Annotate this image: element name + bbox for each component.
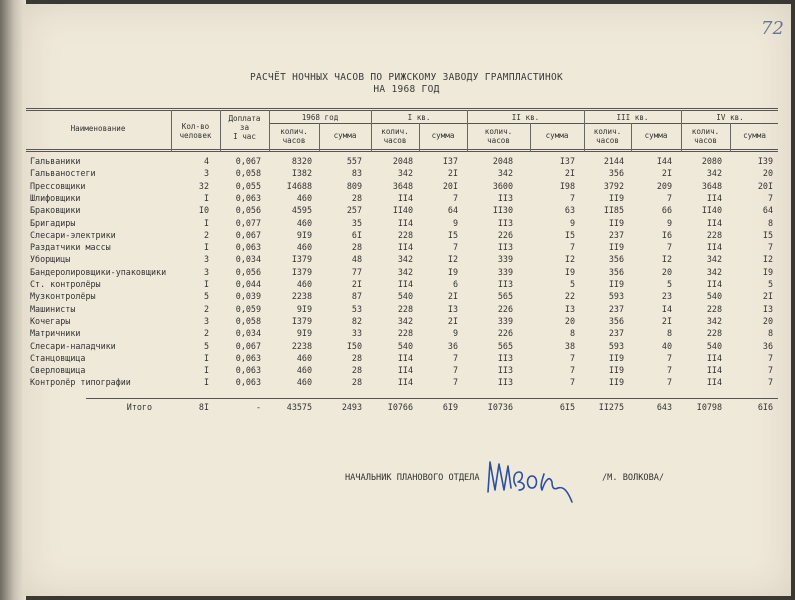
cell-sum-q2: I5: [564, 229, 575, 240]
cell-hours-q1: 3648: [392, 180, 413, 191]
cell-hours-q4: 342: [706, 168, 722, 179]
cell-sum-q1: I5: [447, 229, 458, 240]
cell-sum-year: 809: [346, 180, 362, 191]
cell-count: 2: [203, 328, 209, 339]
cell-hours-year: I4688: [286, 180, 312, 191]
cell-name: Ст. контролёры: [30, 279, 101, 289]
cell-sum-year: 87: [351, 291, 362, 302]
cell-hours-q1: 342: [397, 168, 413, 179]
cell-sum-year: 33: [351, 328, 362, 339]
header-pay-line1: Доплата: [228, 114, 261, 123]
cell-rate: 0,063: [235, 365, 261, 376]
cell-sum-year: 77: [351, 266, 362, 277]
cell-hours-q4: II4: [706, 192, 722, 203]
cell-sum-q2: 7: [569, 192, 575, 203]
cell-hours-q4: 3648: [701, 180, 722, 191]
cell-sum-q2: 7: [569, 352, 575, 363]
cell-sum-q2: 2I: [564, 168, 575, 179]
cell-sum-q1: 2I: [447, 315, 458, 326]
cell-sum-q3: I2: [661, 254, 672, 265]
cell-sum-q1: 6: [452, 279, 458, 289]
total-cell-sum-q2: 6I5: [559, 402, 575, 412]
cell-count: 3: [203, 168, 209, 179]
cell-rate: 0,063: [235, 192, 261, 203]
cell-hours-q3: 593: [608, 291, 624, 302]
cell-hours-q2: II3: [497, 377, 513, 388]
cell-sum-q3: I44: [656, 156, 672, 166]
cell-hours-year: 9I9: [296, 229, 312, 240]
header-count-line1: Кол-во: [181, 122, 210, 131]
signatory-name: /М. ВОЛКОВА/: [602, 473, 665, 483]
cell-sum-q4: 7: [767, 242, 773, 253]
document-page: [22, 4, 791, 596]
cell-hours-q1: II4: [397, 242, 413, 253]
cell-sum-year: 28: [351, 192, 362, 203]
cell-sum-q1: I3: [447, 303, 458, 314]
cell-hours-q2: II3: [497, 352, 513, 363]
header-hours-q3-2: часов: [596, 136, 619, 145]
cell-name: Бригадиры: [30, 217, 76, 228]
header-name: Наименование: [70, 124, 126, 133]
cell-rate: 0,067: [235, 340, 261, 351]
cell-hours-q1: 342: [397, 315, 413, 326]
cell-name: Браковщики: [30, 205, 81, 216]
cell-hours-q2: II3: [497, 217, 513, 228]
cell-rate: 0,034: [235, 254, 261, 265]
cell-hours-q1: II4: [397, 279, 413, 289]
cell-hours-q3: 237: [608, 229, 624, 240]
cell-rate: 0,039: [235, 291, 261, 302]
cell-rate: 0,056: [235, 266, 261, 277]
cell-hours-q1: 228: [397, 328, 413, 339]
cell-sum-q3: 23: [661, 291, 672, 302]
cell-count: 3: [203, 254, 209, 265]
cell-hours-q1: 2048: [392, 156, 413, 166]
header-q4: IV кв.: [716, 113, 744, 122]
cell-hours-q2: 565: [497, 291, 513, 302]
cell-hours-q1: II4: [397, 192, 413, 203]
cell-sum-q1: 2I: [447, 291, 458, 302]
header-hours-q2: колич.: [484, 127, 513, 136]
total-cell-sum-q3: 643: [656, 402, 672, 412]
cell-hours-q3: II9: [608, 279, 624, 289]
total-label: Итого: [126, 402, 152, 412]
cell-hours-q1: 342: [397, 266, 413, 277]
cell-hours-year: 460: [296, 279, 312, 289]
cell-sum-q1: 7: [452, 377, 458, 388]
cell-hours-q3: 2144: [603, 156, 624, 166]
cell-hours-q3: II9: [608, 217, 624, 228]
cell-sum-q4: I3: [762, 303, 773, 314]
header-q2: II кв.: [511, 113, 540, 122]
cell-sum-year: 28: [351, 242, 362, 253]
total-cell-sum-q4: 6I6: [757, 402, 773, 412]
cell-sum-year: 35: [351, 217, 362, 228]
cell-hours-q4: 342: [706, 315, 722, 326]
cell-rate: 0,067: [235, 156, 261, 166]
cell-sum-q2: 9: [569, 217, 575, 228]
cell-hours-q3: 356: [608, 254, 624, 265]
cell-rate: 0,034: [235, 328, 261, 339]
cell-hours-q4: 540: [706, 291, 722, 302]
cell-sum-q4: 5: [767, 279, 773, 289]
cell-hours-q1: 228: [397, 303, 413, 314]
cell-sum-q4: 2I: [762, 291, 773, 302]
total-cell-hours-q3: II275: [598, 402, 624, 412]
cell-hours-year: I379: [291, 254, 312, 265]
cell-rate: 0,044: [235, 279, 261, 289]
cell-hours-q4: 342: [706, 254, 722, 265]
cell-sum-year: 48: [351, 254, 362, 265]
cell-rate: 0,055: [235, 180, 261, 191]
signature-position: НАЧАЛЬНИК ПЛАНОВОГО ОТДЕЛА: [345, 473, 480, 483]
cell-count: 5: [203, 291, 209, 302]
cell-sum-year: 6I: [351, 229, 362, 240]
cell-sum-q4: 7: [767, 365, 773, 376]
cell-name: Шлифовщики: [30, 192, 81, 203]
cell-sum-q3: I6: [661, 229, 672, 240]
cell-hours-year: 460: [296, 217, 312, 228]
cell-sum-q4: 20I: [757, 180, 773, 191]
cell-hours-q3: 356: [608, 168, 624, 179]
cell-sum-q2: 63: [564, 205, 575, 216]
cell-sum-q3: 9: [666, 217, 672, 228]
cell-sum-q4: I9: [762, 266, 773, 277]
cell-hours-q3: 3792: [603, 180, 624, 191]
cell-hours-q4: 342: [706, 266, 722, 277]
page-number: 72: [761, 18, 784, 39]
cell-hours-q4: II40: [701, 205, 722, 216]
header-hours-q4-2: часов: [694, 136, 717, 145]
cell-sum-q1: 7: [452, 192, 458, 203]
header-sum-year: сумма: [333, 131, 357, 140]
header-hours-q4: колич.: [691, 127, 720, 136]
header-sum-q1: сумма: [431, 131, 455, 140]
cell-sum-q4: I2: [762, 254, 773, 265]
cell-hours-q2: 339: [497, 266, 513, 277]
cell-name: Раздатчики массы: [30, 242, 111, 253]
cell-hours-q2: 2048: [492, 156, 513, 166]
cell-sum-q4: I39: [757, 156, 773, 166]
cell-sum-q4: 7: [767, 377, 773, 388]
cell-name: Сверловщица: [30, 365, 86, 376]
cell-hours-year: 460: [296, 377, 312, 388]
cell-count: 2: [203, 229, 209, 240]
cell-sum-q4: 7: [767, 192, 773, 203]
cell-hours-q4: II4: [706, 217, 722, 228]
cell-hours-q1: 342: [397, 254, 413, 265]
cell-name: Музконтролёры: [30, 291, 96, 302]
cell-count: 4: [203, 156, 209, 166]
cell-sum-q1: 20I: [442, 180, 458, 191]
cell-hours-q1: II4: [397, 365, 413, 376]
cell-rate: 0,077: [235, 217, 261, 228]
cell-sum-q2: I2: [564, 254, 575, 265]
cell-count: I: [203, 192, 209, 203]
cell-sum-q2: 8: [569, 328, 575, 339]
cell-hours-q4: II4: [706, 242, 722, 253]
cell-count: 3: [203, 315, 209, 326]
cell-sum-year: 28: [351, 365, 362, 376]
cell-rate: 0,063: [235, 352, 261, 363]
cell-hours-q4: 540: [706, 340, 722, 351]
cell-sum-year: 83: [351, 168, 362, 179]
cell-sum-q2: 7: [569, 365, 575, 376]
cell-hours-q3: 356: [608, 266, 624, 277]
header-hours-q2-2: часов: [487, 136, 510, 145]
cell-rate: 0,067: [235, 229, 261, 240]
handwritten-signature: [480, 452, 590, 512]
cell-hours-q2: 342: [497, 168, 513, 179]
cell-name: Прессовщики: [30, 180, 86, 191]
cell-rate: 0,063: [235, 242, 261, 253]
cell-hours-q1: 228: [397, 229, 413, 240]
cell-sum-q3: 8: [666, 328, 672, 339]
cell-hours-q1: II4: [397, 217, 413, 228]
cell-sum-q2: 38: [564, 340, 575, 351]
cell-rate: 0,059: [235, 303, 261, 314]
cell-rate: 0,058: [235, 315, 261, 326]
cell-hours-q3: 593: [608, 340, 624, 351]
cell-sum-year: 82: [351, 315, 362, 326]
total-cell-hours-q2: I0736: [487, 402, 513, 412]
cell-sum-q1: 9: [452, 328, 458, 339]
cell-sum-q2: I9: [564, 266, 575, 277]
total-cell-count: 8I: [198, 402, 209, 412]
cell-sum-year: 53: [351, 303, 362, 314]
cell-hours-q4: 2080: [701, 156, 722, 166]
cell-hours-q4: 228: [706, 303, 722, 314]
cell-name: Слесари-наладчики: [30, 340, 116, 351]
cell-hours-q4: II4: [706, 377, 722, 388]
cell-count: I: [203, 242, 209, 253]
total-cell-rate: -: [255, 402, 261, 412]
cell-hours-q2: 226: [497, 328, 513, 339]
cell-name: Матричники: [30, 328, 81, 339]
cell-name: Контролёр типографии: [30, 377, 131, 388]
cell-sum-q1: 7: [452, 365, 458, 376]
cell-hours-year: I379: [291, 315, 312, 326]
document-title: РАСЧЁТ НОЧНЫХ ЧАСОВ ПО РИЖСКОМУ ЗАВОДУ ГРАМПЛАСТИНОК: [249, 72, 563, 83]
cell-sum-year: I50: [346, 340, 362, 351]
cell-name: Кочегары: [30, 315, 71, 326]
cell-sum-q3: 7: [666, 365, 672, 376]
cell-hours-q3: II9: [608, 192, 624, 203]
cell-hours-q1: II4: [397, 377, 413, 388]
cell-hours-q2: 226: [497, 229, 513, 240]
cell-name: Гальваностеги: [30, 168, 96, 179]
cell-sum-q2: I37: [559, 156, 575, 166]
cell-rate: 0,058: [235, 168, 261, 179]
cell-hours-year: I379: [291, 266, 312, 277]
cell-count: I: [203, 365, 209, 376]
cell-hours-year: 460: [296, 365, 312, 376]
cell-hours-q1: 540: [397, 340, 413, 351]
cell-hours-q3: 237: [608, 328, 624, 339]
cell-name: Гальваники: [30, 156, 81, 166]
cell-sum-q1: I9: [447, 266, 458, 277]
cell-sum-q3: 7: [666, 192, 672, 203]
cell-hours-q2: II3: [497, 242, 513, 253]
cell-sum-year: 557: [346, 156, 362, 166]
cell-hours-year: 2238: [291, 291, 312, 302]
cell-hours-q3: II9: [608, 352, 624, 363]
cell-rate: 0,056: [235, 205, 261, 216]
cell-sum-q3: 7: [666, 242, 672, 253]
cell-hours-q1: 540: [397, 291, 413, 302]
header-sum-q4: сумма: [743, 131, 766, 140]
cell-sum-q3: 5: [666, 279, 672, 289]
cell-hours-q4: II4: [706, 352, 722, 363]
document-subtitle: НА 1968 ГОД: [373, 84, 440, 95]
cell-hours-q2: II3: [497, 279, 513, 289]
cell-sum-q1: 7: [452, 352, 458, 363]
cell-hours-q2: 3600: [492, 180, 513, 191]
cell-sum-q1: 2I: [447, 168, 458, 179]
cell-count: 5: [203, 340, 209, 351]
cell-sum-q3: 20: [661, 266, 672, 277]
cell-sum-q2: 7: [569, 242, 575, 253]
cell-name: Уборщицы: [30, 254, 71, 265]
header-count-line2: человек: [179, 131, 212, 140]
cell-hours-q3: II9: [608, 377, 624, 388]
cell-hours-year: I382: [291, 168, 312, 179]
cell-name: Слесари-электрики: [30, 229, 116, 240]
header-hours-year-2: часов: [282, 136, 306, 145]
cell-sum-q2: I98: [559, 180, 575, 191]
cell-sum-q1: I2: [447, 254, 458, 265]
cell-sum-q3: 7: [666, 352, 672, 363]
cell-hours-q2: 339: [497, 315, 513, 326]
cell-hours-q2: II3: [497, 192, 513, 203]
cell-hours-year: 8320: [291, 156, 312, 166]
cell-count: I: [203, 377, 209, 388]
cell-sum-q4: 64: [762, 205, 773, 216]
cell-count: I: [203, 352, 209, 363]
cell-hours-q1: II4: [397, 352, 413, 363]
cell-sum-q2: 22: [564, 291, 575, 302]
total-cell-hours-q4: I0798: [696, 402, 722, 412]
cell-sum-q4: 8: [767, 328, 773, 339]
cell-hours-q2: II3: [497, 365, 513, 376]
cell-sum-q3: 66: [661, 205, 672, 216]
cell-sum-q2: 20: [564, 315, 575, 326]
header-q3: III кв.: [616, 113, 649, 122]
cell-name: Машинисты: [30, 303, 76, 314]
cell-hours-q3: 237: [608, 303, 624, 314]
cell-sum-q2: 5: [569, 279, 575, 289]
cell-sum-q4: 7: [767, 352, 773, 363]
cell-hours-year: 460: [296, 242, 312, 253]
cell-count: 32: [198, 180, 209, 191]
cell-hours-q2: II30: [492, 205, 513, 216]
total-cell-hours-q1: I0766: [387, 402, 413, 412]
header-hours-year: колич.: [280, 127, 308, 136]
cell-sum-year: 2I: [351, 279, 362, 289]
header-pay-line2: за: [239, 123, 250, 132]
cell-hours-q4: II4: [706, 365, 722, 376]
header-pay-line3: I час: [233, 132, 256, 141]
header-q1: I кв.: [407, 113, 431, 122]
header-year: 1968 год: [301, 113, 339, 122]
cell-sum-q4: 8: [767, 217, 773, 228]
cell-count: I: [203, 217, 209, 228]
cell-hours-q3: II9: [608, 242, 624, 253]
cell-sum-q1: 36: [447, 340, 458, 351]
cell-hours-q3: 356: [608, 315, 624, 326]
header-sum-q3: сумма: [644, 131, 668, 140]
cell-hours-q4: 228: [706, 229, 722, 240]
cell-hours-year: 2238: [291, 340, 312, 351]
cell-hours-year: 4595: [291, 205, 312, 216]
cell-sum-q3: 40: [661, 340, 672, 351]
header-hours-q1: колич.: [381, 127, 409, 136]
header-hours-q3: колич.: [593, 127, 622, 136]
cell-hours-q2: 339: [497, 254, 513, 265]
cell-hours-q4: II4: [706, 279, 722, 289]
cell-sum-q3: 2I: [661, 315, 672, 326]
cell-hours-q4: 228: [706, 328, 722, 339]
total-cell-sum-q1: 6I9: [442, 402, 458, 412]
cell-sum-year: 28: [351, 352, 362, 363]
cell-count: 2: [203, 303, 209, 314]
cell-sum-q4: 20: [762, 315, 773, 326]
cell-sum-q4: I5: [762, 229, 773, 240]
cell-name: Станцовщица: [30, 352, 86, 363]
cell-hours-year: 460: [296, 352, 312, 363]
total-cell-hours-year: 43575: [286, 402, 312, 412]
cell-sum-q3: 2I: [661, 168, 672, 179]
cell-name: Бандеролировщики-упаковщики: [30, 266, 167, 277]
cell-sum-q1: I37: [442, 156, 458, 166]
cell-count: I: [203, 279, 209, 289]
cell-count: I0: [198, 205, 209, 216]
cell-sum-q1: 9: [452, 217, 458, 228]
cell-sum-q3: I4: [661, 303, 672, 314]
total-cell-sum-year: 2493: [341, 402, 362, 412]
header-sum-q2: сумма: [545, 131, 569, 140]
cell-sum-q4: 36: [762, 340, 773, 351]
cell-hours-q2: 226: [497, 303, 513, 314]
cell-hours-year: 9I9: [296, 303, 312, 314]
cell-sum-q2: 7: [569, 377, 575, 388]
cell-hours-q2: 565: [497, 340, 513, 351]
cell-sum-q1: 7: [452, 242, 458, 253]
header-hours-q1-2: часов: [383, 136, 407, 145]
cell-sum-q4: 20: [762, 168, 773, 179]
cell-rate: 0,063: [235, 377, 261, 388]
cell-hours-q3: II9: [608, 365, 624, 376]
cell-sum-q3: 209: [656, 180, 672, 191]
cell-sum-q3: 7: [666, 377, 672, 388]
cell-hours-year: 9I9: [296, 328, 312, 339]
cell-sum-q2: I3: [564, 303, 575, 314]
cell-hours-q1: II40: [392, 205, 413, 216]
cell-hours-year: 460: [296, 192, 312, 203]
cell-sum-year: 28: [351, 377, 362, 388]
cell-sum-year: 257: [346, 205, 362, 216]
cell-sum-q1: 64: [447, 205, 458, 216]
cell-count: 3: [203, 266, 209, 277]
cell-hours-q3: II85: [603, 205, 624, 216]
